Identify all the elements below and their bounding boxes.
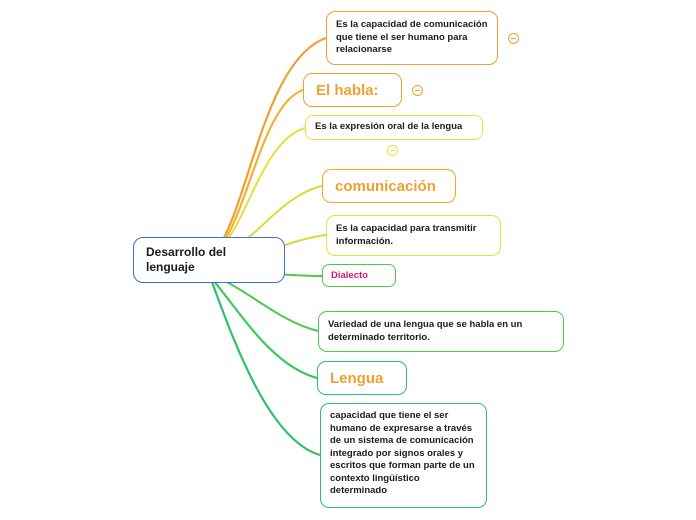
node-comunicacion[interactable]	[322, 169, 456, 203]
node-label: Es la capacidad de comunicación que tiene el ser humano para relacionarse	[336, 19, 491, 56]
node-descripcion-lenguaje[interactable]	[326, 11, 498, 65]
node-label: El habla:	[316, 81, 379, 99]
node-variedad-lengua[interactable]	[318, 311, 564, 352]
root-node[interactable]	[133, 237, 285, 283]
node-label: comunicación	[335, 177, 436, 195]
node-el-habla[interactable]	[303, 73, 402, 107]
node-label: Es la capacidad para transmitir información.	[336, 223, 480, 247]
node-label: Dialecto	[331, 270, 368, 281]
node-label: Lengua	[330, 369, 384, 387]
node-expresion-oral[interactable]	[305, 115, 483, 140]
node-definicion-lengua[interactable]	[320, 403, 487, 508]
node-label: capacidad que tiene el ser humano de expresarse a través de un sistema de comunicación integrado por signos orales y escritos que forman parte de un contexto lingüístico determinado	[330, 410, 478, 496]
node-label: Variedad de una lengua que se habla en un determinado territorio.	[328, 319, 525, 343]
collapse-icon[interactable]	[508, 33, 519, 44]
root-node-label: Desarrollo del lenguaje	[146, 245, 230, 274]
node-capacidad-transmitir[interactable]	[326, 215, 501, 256]
collapse-icon[interactable]	[387, 145, 398, 156]
node-dialecto[interactable]	[322, 264, 396, 287]
node-lengua[interactable]	[317, 361, 407, 395]
collapse-icon[interactable]	[412, 85, 423, 96]
node-label: Es la expresión oral de la lengua	[315, 121, 463, 133]
